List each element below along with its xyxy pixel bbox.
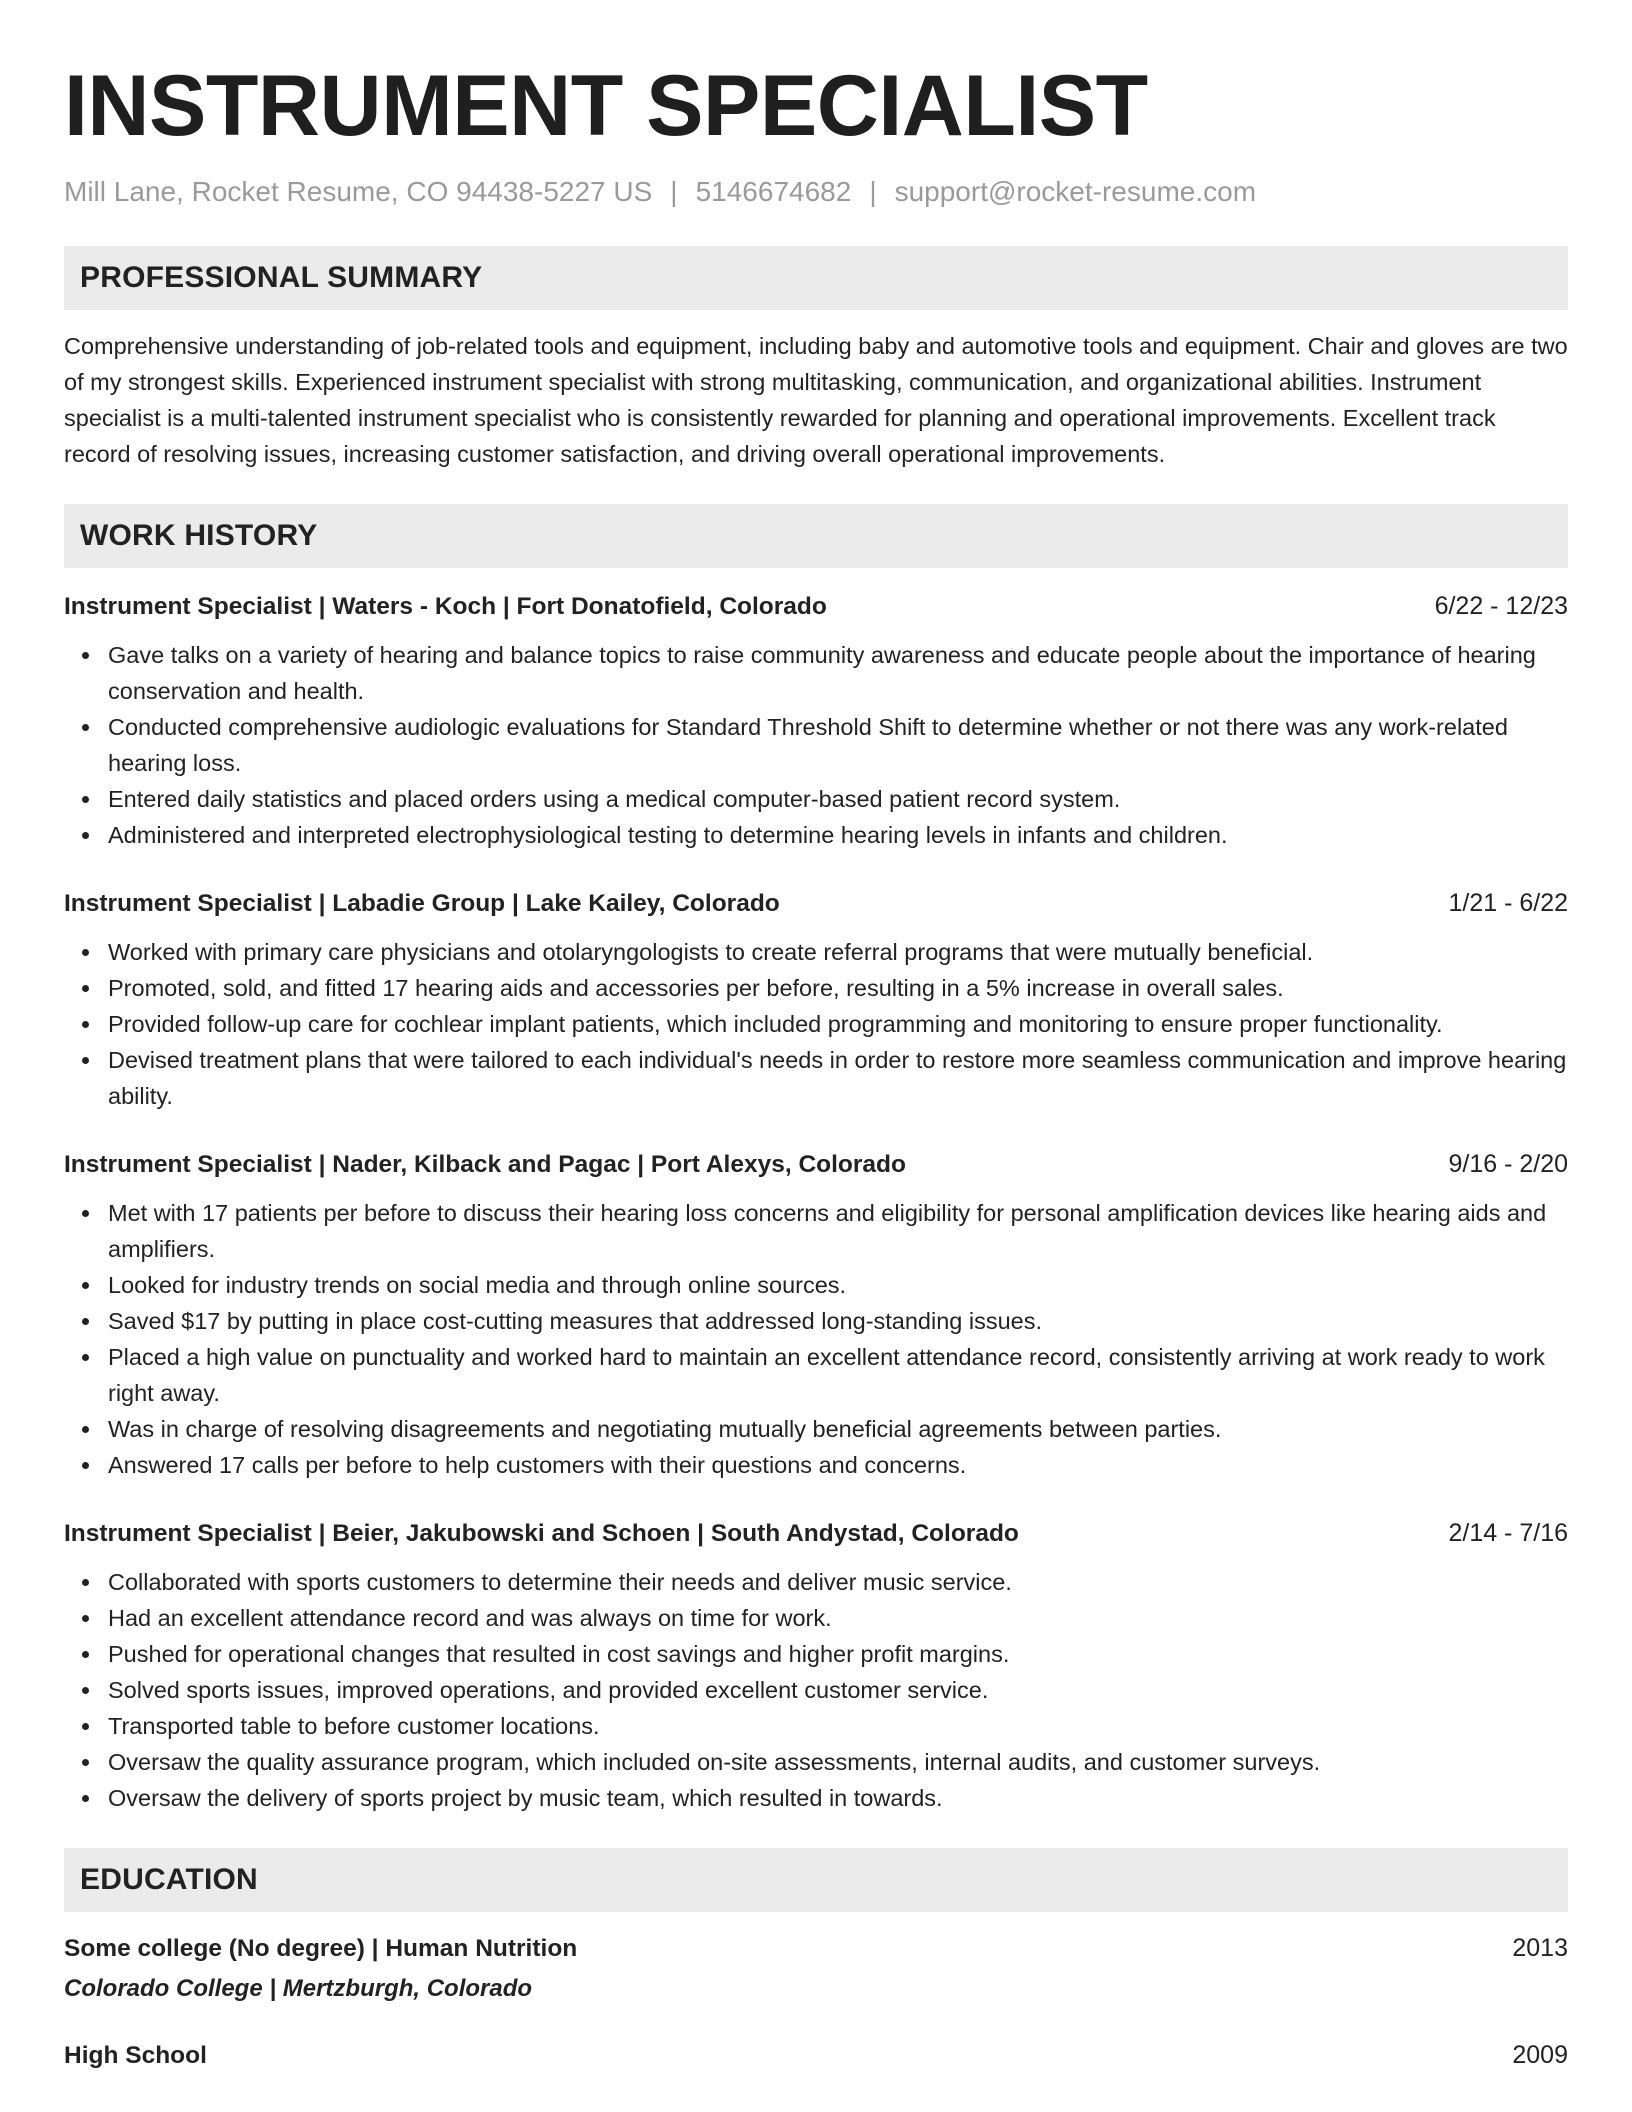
contact-line: [64, 176, 1568, 208]
job-bullet: Devised treatment plans that were tailored to each individual's needs in order to restore more seamless communication and improve hearing ability.: [108, 1042, 1568, 1114]
contact-email: support@rocket-resume.com: [894, 176, 1257, 207]
job-bullets: [64, 1564, 1568, 1816]
job-bullet: Placed a high value on punctuality and worked hard to maintain an excellent attendance record, consistently arriving at work ready to work right away.: [108, 1339, 1568, 1411]
contact-address: Mill Lane, Rocket Resume, CO 94438-5227 US: [64, 176, 653, 207]
job-header: [64, 1515, 1568, 1552]
education-header: [64, 1930, 1568, 1967]
job-bullet: Conducted comprehensive audiologic evaluations for Standard Threshold Shift to determine whether or not there was any work-related hearing loss.: [108, 709, 1568, 781]
section-heading-work-history: WORK HISTORY: [64, 504, 1568, 568]
job-title: Instrument Specialist | Labadie Group | Lake Kailey, Colorado: [64, 890, 780, 917]
job-bullet: Transported table to before customer locations.: [108, 1708, 1568, 1744]
job-bullet: Administered and interpreted electrophysiological testing to determine hearing levels in infants and children.: [108, 817, 1568, 853]
job-dates: 1/21 - 6/22: [1448, 889, 1568, 917]
job-bullets: [64, 1195, 1568, 1483]
job-bullet: Provided follow-up care for cochlear implant patients, which included programming and monitoring to ensure proper functionality.: [108, 1006, 1568, 1042]
job-bullets: [64, 934, 1568, 1114]
job-bullet: Gave talks on a variety of hearing and balance topics to raise community awareness and educate people about the importance of hearing conservation and health.: [108, 637, 1568, 709]
job-entry: [64, 1515, 1568, 1816]
job-bullet: Collaborated with sports customers to determine their needs and deliver music service.: [108, 1564, 1568, 1600]
section-heading-education: EDUCATION: [64, 1848, 1568, 1912]
education-year: 2009: [1512, 2041, 1568, 2069]
job-bullet: Solved sports issues, improved operations, and provided excellent customer service.: [108, 1672, 1568, 1708]
resume-title: INSTRUMENT SPECIALIST: [64, 58, 1148, 154]
job-title: Instrument Specialist | Waters - Koch | Fort Donatofield, Colorado: [64, 593, 827, 620]
job-bullet: Looked for industry trends on social media and through online sources.: [108, 1267, 1568, 1303]
education-title: Some college (No degree) | Human Nutrition: [64, 1935, 578, 1962]
education-title: High School: [64, 2042, 207, 2069]
job-dates: 2/14 - 7/16: [1448, 1519, 1568, 1547]
job-bullet: Promoted, sold, and fitted 17 hearing aids and accessories per before, resulting in a 5% increase in overall sales.: [108, 970, 1568, 1006]
job-bullet: Had an excellent attendance record and was always on time for work.: [108, 1600, 1568, 1636]
job-header: [64, 588, 1568, 625]
job-bullet: Saved $17 by putting in place cost-cutting measures that addressed long-standing issues.: [108, 1303, 1568, 1339]
job-bullet: Oversaw the quality assurance program, which included on-site assessments, internal audits, and customer surveys.: [108, 1744, 1568, 1780]
education-header: [64, 2037, 1568, 2074]
job-bullet: Entered daily statistics and placed orders using a medical computer-based patient record system.: [108, 781, 1568, 817]
job-bullet: Oversaw the delivery of sports project by music team, which resulted in towards.: [108, 1780, 1568, 1816]
job-bullet: Was in charge of resolving disagreements and negotiating mutually beneficial agreements between parties.: [108, 1411, 1568, 1447]
job-entry: [64, 588, 1568, 853]
education-entry: [64, 1930, 1568, 2007]
job-header: [64, 1146, 1568, 1183]
job-title: Instrument Specialist | Nader, Kilback and Pagac | Port Alexys, Colorado: [64, 1151, 906, 1178]
contact-phone: 5146674682: [695, 176, 852, 207]
job-bullet: Answered 17 calls per before to help customers with their questions and concerns.: [108, 1447, 1568, 1483]
education-entry: [64, 2037, 1568, 2074]
summary-text: Comprehensive understanding of job-related tools and equipment, including baby and automotive tools and equipment. Chair and gloves are two of my strongest skills. Experienced instrument specialist with strong multitasking, communication, and organizational abilities. Instrument specialist is a multi-talented instrument specialist who is consistently rewarded for planning and operational improvements. Excellent track record of resolving issues, increasing customer satisfaction, and driving overall operational improvements.: [64, 333, 1568, 467]
job-dates: 6/22 - 12/23: [1434, 592, 1568, 620]
education-year: 2013: [1512, 1934, 1568, 1962]
contact-separator: |: [670, 176, 678, 207]
job-bullet: Pushed for operational changes that resulted in cost savings and higher profit margins.: [108, 1636, 1568, 1672]
job-entry: [64, 885, 1568, 1114]
job-entry: [64, 1146, 1568, 1483]
job-title: Instrument Specialist | Beier, Jakubowski and Schoen | South Andystad, Colorado: [64, 1520, 1019, 1547]
education-school: Colorado College | Mertzburgh, Colorado: [64, 1975, 533, 2002]
job-dates: 9/16 - 2/20: [1448, 1150, 1568, 1178]
job-header: [64, 885, 1568, 922]
job-bullet: Worked with primary care physicians and otolaryngologists to create referral programs that were mutually beneficial.: [108, 934, 1568, 970]
job-bullet: Met with 17 patients per before to discuss their hearing loss concerns and eligibility for personal amplification devices like hearing aids and amplifiers.: [108, 1195, 1568, 1267]
job-bullets: [64, 637, 1568, 853]
section-heading-summary: PROFESSIONAL SUMMARY: [64, 246, 1568, 310]
contact-separator: |: [869, 176, 877, 207]
